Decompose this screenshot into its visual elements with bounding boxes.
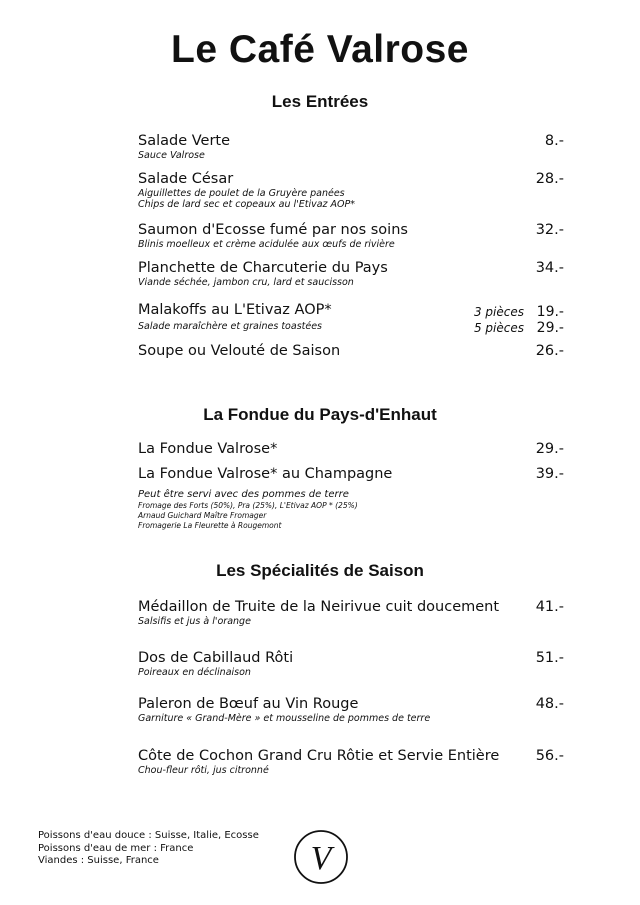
item-price: 51.- xyxy=(535,650,564,666)
item-name: Planchette de Charcuterie du Pays xyxy=(138,260,388,276)
menu-item-truite xyxy=(138,599,564,627)
item-price: 8.- xyxy=(544,133,564,149)
variant-5-pieces xyxy=(138,321,564,335)
item-price: 48.- xyxy=(535,696,564,712)
item-name: Médaillon de Truite de la Neirivue cuit doucement xyxy=(138,599,500,615)
item-name: Salade Verte xyxy=(138,133,231,149)
item-name: Dos de Cabillaud Rôti xyxy=(138,650,294,666)
page-title: Le Café Valrose xyxy=(171,28,469,71)
item-name: Côte de Cochon Grand Cru Rôtie et Servie Entière xyxy=(138,748,500,764)
menu-item-fondue-valrose xyxy=(138,441,564,458)
footer-line: Poissons d'eau douce : Suisse, Italie, Ecosse xyxy=(38,830,259,841)
menu-item-soupe xyxy=(138,343,564,360)
menu-item-salade-verte xyxy=(138,133,564,161)
item-description: Salade maraîchère et graines toastées xyxy=(138,321,323,332)
item-price: 39.- xyxy=(535,466,564,482)
fondue-note-line: Fromage des Forts (50%), Pra (25%), L'Etivaz AOP * (25%) xyxy=(138,501,358,510)
variant-price: 19.- xyxy=(536,304,564,320)
menu-item-cochon xyxy=(138,748,564,776)
menu-item-salade-cesar xyxy=(138,171,564,210)
item-price: 34.- xyxy=(535,260,564,276)
variant-price: 29.- xyxy=(536,320,564,336)
menu-item-paleron xyxy=(138,696,564,724)
section-title-fondue: La Fondue du Pays-d'Enhaut xyxy=(203,405,437,424)
item-name: Soupe ou Velouté de Saison xyxy=(138,343,341,359)
menu-item-saumon xyxy=(138,222,564,250)
variant-label: 5 pièces xyxy=(473,321,524,335)
item-description: Blinis moelleux et crème acidulée aux œufs de rivière xyxy=(138,239,395,250)
fondue-note xyxy=(138,489,358,531)
item-name: Salade César xyxy=(138,171,234,187)
item-description-2: Chips de lard sec et copeaux au l'Etivaz AOP* xyxy=(138,199,356,210)
footer-line: Poissons d'eau de mer : France xyxy=(38,842,194,854)
section-title-entrees: Les Entrées xyxy=(271,92,369,111)
item-name: La Fondue Valrose* xyxy=(138,441,278,457)
item-price: 56.- xyxy=(535,748,564,764)
variant-3-pieces xyxy=(138,305,564,319)
item-description: Salsifis et jus à l'orange xyxy=(138,616,251,627)
item-description: Sauce Valrose xyxy=(138,150,205,161)
valrose-logo xyxy=(293,829,349,885)
section-title-saison: Les Spécialités de Saison xyxy=(216,561,424,580)
item-description: Garniture « Grand-Mère » et mousseline de pommes de terre xyxy=(138,713,431,724)
fondue-note-main: Peut être servi avec des pommes de terre xyxy=(138,489,349,500)
item-price: 26.- xyxy=(535,343,564,359)
fondue-note-line: Arnaud Guichard Maître Fromager xyxy=(138,511,267,520)
item-description: Viande séchée, jambon cru, lard et saucisson xyxy=(138,277,354,288)
item-description: Poireaux en déclinaison xyxy=(138,667,251,678)
fondue-note-line: Fromagerie La Fleurette à Rougemont xyxy=(138,521,282,530)
item-name: La Fondue Valrose* au Champagne xyxy=(138,466,393,482)
item-name: Malakoffs au L'Etivaz AOP* xyxy=(138,302,332,318)
item-price: 29.- xyxy=(535,441,564,457)
menu-item-cabillaud xyxy=(138,650,564,678)
item-description: Aiguillettes de poulet de la Gruyère panées xyxy=(138,188,345,199)
item-name: Saumon d'Ecosse fumé par nos soins xyxy=(138,222,408,238)
menu-item-planchette xyxy=(138,260,564,288)
item-price: 28.- xyxy=(535,171,564,187)
item-price: 32.- xyxy=(535,222,564,238)
item-price: 41.- xyxy=(535,599,564,615)
footer-line: Viandes : Suisse, France xyxy=(38,855,159,866)
item-description: Chou-fleur rôti, jus citronné xyxy=(138,765,269,776)
variant-label: 3 pièces xyxy=(473,305,524,319)
menu-item-fondue-champagne xyxy=(138,466,564,483)
logo-letter: V xyxy=(310,840,332,877)
origin-footer xyxy=(38,830,259,868)
item-name: Paleron de Bœuf au Vin Rouge xyxy=(138,696,359,712)
